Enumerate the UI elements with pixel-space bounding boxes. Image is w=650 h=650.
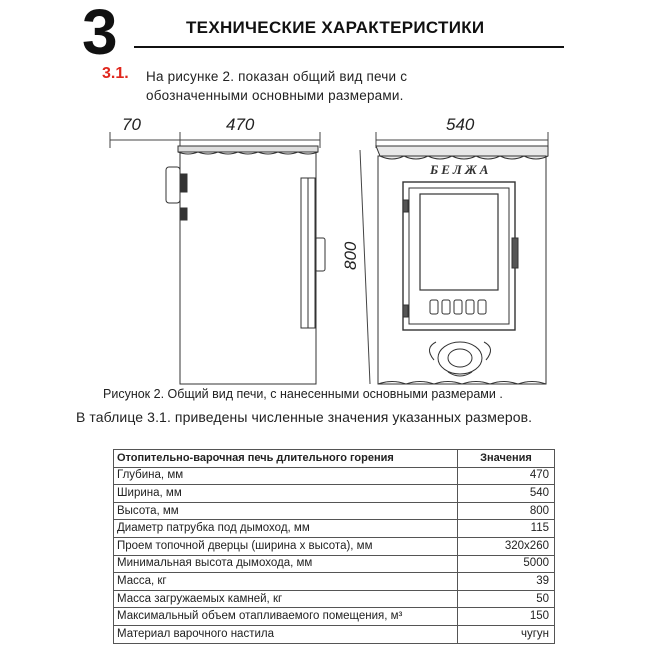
- row-name: Диаметр патрубка под дымоход, мм: [114, 520, 458, 538]
- section-number: 3: [82, 0, 118, 68]
- section-title: ТЕХНИЧЕСКИЕ ХАРАКТЕРИСТИКИ: [186, 18, 485, 37]
- row-value: 115: [458, 520, 555, 538]
- table-row: [114, 485, 555, 503]
- row-name: Масса загружаемых камней, кг: [114, 590, 458, 608]
- row-value: 540: [458, 485, 555, 503]
- row-name: Высота, мм: [114, 502, 458, 520]
- header-value: Значения: [458, 450, 555, 468]
- table-row: [114, 520, 555, 538]
- subsection-text: На рисунке 2. показан общий вид печи с обозначенными основными размерами.: [146, 69, 408, 103]
- table-row: [114, 555, 555, 573]
- dim-left-offset: 70: [122, 115, 141, 134]
- row-name: Максимальный объем отапливаемого помещения, м³: [114, 608, 458, 626]
- row-name: Минимальная высота дымохода, мм: [114, 555, 458, 573]
- row-value: 470: [458, 467, 555, 485]
- table-row: [114, 502, 555, 520]
- row-name: Масса, кг: [114, 573, 458, 591]
- table-row: [114, 573, 555, 591]
- dim-height: 800: [341, 241, 360, 270]
- side-view: [110, 132, 325, 384]
- row-name: Материал варочного настила: [114, 625, 458, 643]
- dim-width: 540: [446, 115, 475, 134]
- row-name: Глубина, мм: [114, 467, 458, 485]
- row-value: 50: [458, 590, 555, 608]
- row-value: чугун: [458, 625, 555, 643]
- row-value: 5000: [458, 555, 555, 573]
- figure-caption: Рисунок 2. Общий вид печи, с нанесенными основными размерами .: [103, 387, 503, 401]
- header-name: Отопительно-варочная печь длительного горения: [114, 450, 458, 468]
- row-value: 150: [458, 608, 555, 626]
- row-value: 800: [458, 502, 555, 520]
- row-name: Проем топочной дверцы (ширина х высота), мм: [114, 537, 458, 555]
- row-value: 39: [458, 573, 555, 591]
- table-header-row: [114, 450, 555, 468]
- section-rule: [134, 46, 564, 48]
- subsection-number: 3.1.: [102, 65, 129, 82]
- dim-depth: 470: [226, 115, 255, 134]
- specs-table: [113, 449, 555, 644]
- table-intro: В таблице 3.1. приведены численные значения указанных размеров.: [76, 409, 533, 425]
- table-row: [114, 608, 555, 626]
- table-row: [114, 467, 555, 485]
- table-row: [114, 590, 555, 608]
- row-name: Ширина, мм: [114, 485, 458, 503]
- table-row: [114, 537, 555, 555]
- row-value: 320х260: [458, 537, 555, 555]
- stove-drawing: [108, 110, 558, 385]
- stove-badge-text: БЕЛЖА: [430, 162, 492, 177]
- table-row: [114, 625, 555, 643]
